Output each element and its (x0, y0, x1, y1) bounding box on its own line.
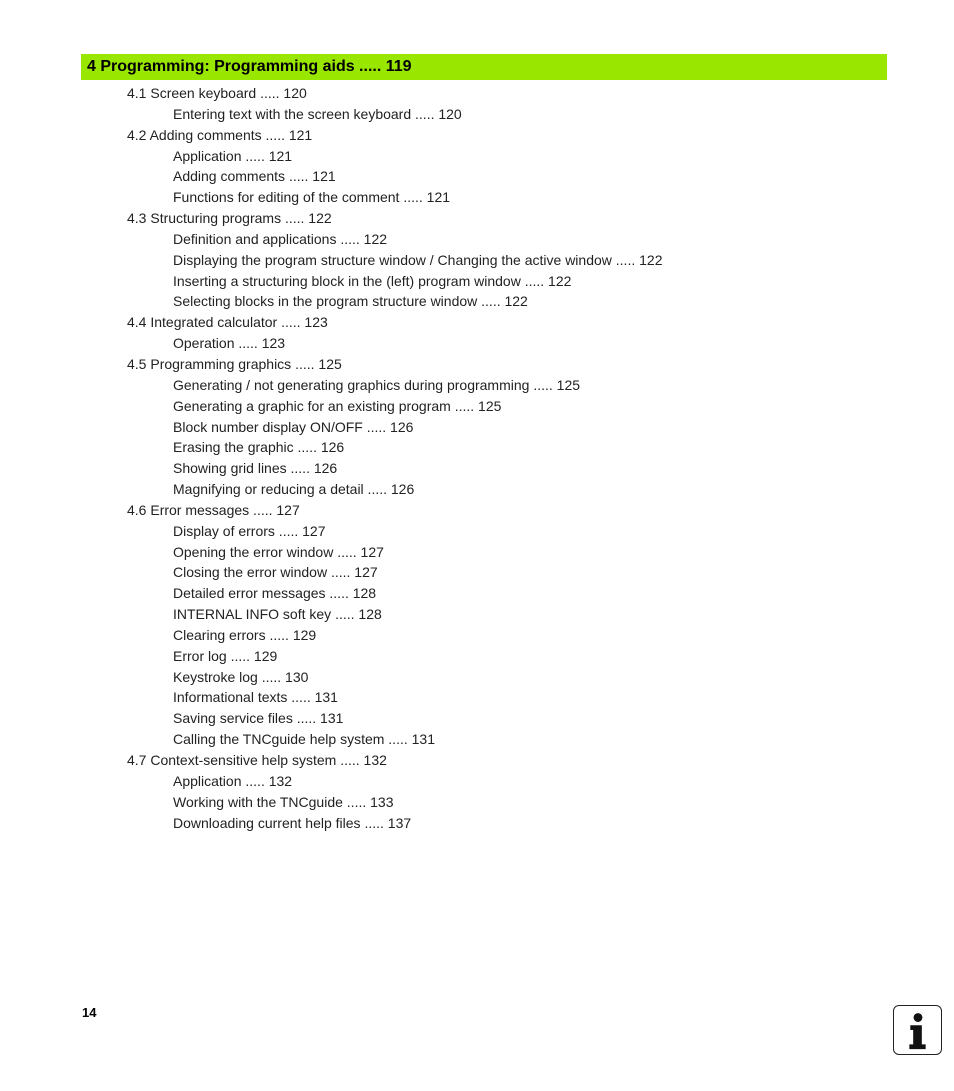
toc-subsection-entry[interactable]: Application ..... 121 (173, 147, 293, 164)
toc-subsection-entry[interactable]: Erasing the graphic ..... 126 (173, 439, 345, 456)
toc-subsection-entry[interactable]: Inserting a structuring block in the (left) program window ..... 122 (173, 272, 572, 289)
toc-subsection-entry[interactable]: Entering text with the screen keyboard ..... 120 (173, 105, 462, 122)
info-glyph (894, 1006, 941, 1054)
toc-section-entry[interactable]: 4.6 Error messages ..... 127 (127, 501, 300, 518)
toc-subsection-entry[interactable]: Closing the error window ..... 127 (173, 564, 378, 581)
toc-subsection-entry[interactable]: Definition and applications ..... 122 (173, 230, 388, 247)
toc-section-entry[interactable]: 4.7 Context-sensitive help system ..... 132 (127, 752, 387, 768)
toc-subsection-entry[interactable]: Generating / not generating graphics during programming ..... 125 (173, 376, 581, 393)
toc-section-entry[interactable]: 4.2 Adding comments ..... 121 (127, 126, 313, 143)
chapter-heading-bar (81, 54, 887, 80)
toc-subsection-entry[interactable]: Showing grid lines ..... 126 (173, 460, 338, 477)
chapter-title[interactable]: 4 Programming: Programming aids ..... 119 (87, 58, 412, 75)
toc-subsection-entry[interactable]: Selecting blocks in the program structure window ..... 122 (173, 293, 528, 310)
toc-subsection-entry[interactable]: Working with the TNCguide ..... 133 (173, 793, 394, 810)
toc-subsection-entry[interactable]: Error log ..... 129 (173, 647, 278, 664)
page-number: 14 (82, 1005, 97, 1020)
toc-subsection-entry[interactable]: INTERNAL INFO soft key ..... 128 (173, 606, 382, 623)
toc-section-entry[interactable]: 4.5 Programming graphics ..... 125 (127, 355, 342, 372)
toc-subsection-entry[interactable]: Saving service files ..... 131 (173, 710, 344, 727)
toc-subsection-entry[interactable]: Detailed error messages ..... 128 (173, 585, 377, 602)
table-of-contents (0, 83, 954, 833)
toc-subsection-entry[interactable]: Displaying the program structure window / Changing the active window ..... 122 (173, 251, 663, 268)
toc-subsection-entry[interactable]: Calling the TNCguide help system ..... 131 (173, 731, 435, 748)
toc-subsection-entry[interactable]: Display of errors ..... 127 (173, 522, 326, 539)
toc-section-entry[interactable]: 4.3 Structuring programs ..... 122 (127, 210, 332, 227)
toc-section-entry[interactable]: 4.1 Screen keyboard ..... 120 (127, 85, 307, 101)
toc-subsection-entry[interactable]: Magnifying or reducing a detail ..... 126 (173, 481, 415, 498)
toc-section-entry[interactable]: 4.4 Integrated calculator ..... 123 (127, 314, 328, 331)
toc-subsection-entry[interactable]: Operation ..... 123 (173, 335, 286, 352)
toc-subsection-entry[interactable]: Keystroke log ..... 130 (173, 668, 309, 685)
toc-subsection-entry[interactable]: Application ..... 132 (173, 772, 293, 789)
toc-subsection-entry[interactable]: Block number display ON/OFF ..... 126 (173, 418, 414, 435)
info-icon (893, 1005, 942, 1055)
toc-subsection-entry[interactable]: Functions for editing of the comment ..... 121 (173, 189, 451, 206)
toc-subsection-entry[interactable]: Informational texts ..... 131 (173, 689, 338, 706)
toc-subsection-entry[interactable]: Opening the error window ..... 127 (173, 543, 384, 560)
toc-subsection-entry[interactable]: Downloading current help files ..... 137 (173, 814, 412, 831)
toc-subsection-entry[interactable]: Generating a graphic for an existing program ..... 125 (173, 397, 502, 414)
toc-subsection-entry[interactable]: Adding comments ..... 121 (173, 168, 336, 185)
toc-subsection-entry[interactable]: Clearing errors ..... 129 (173, 626, 317, 643)
